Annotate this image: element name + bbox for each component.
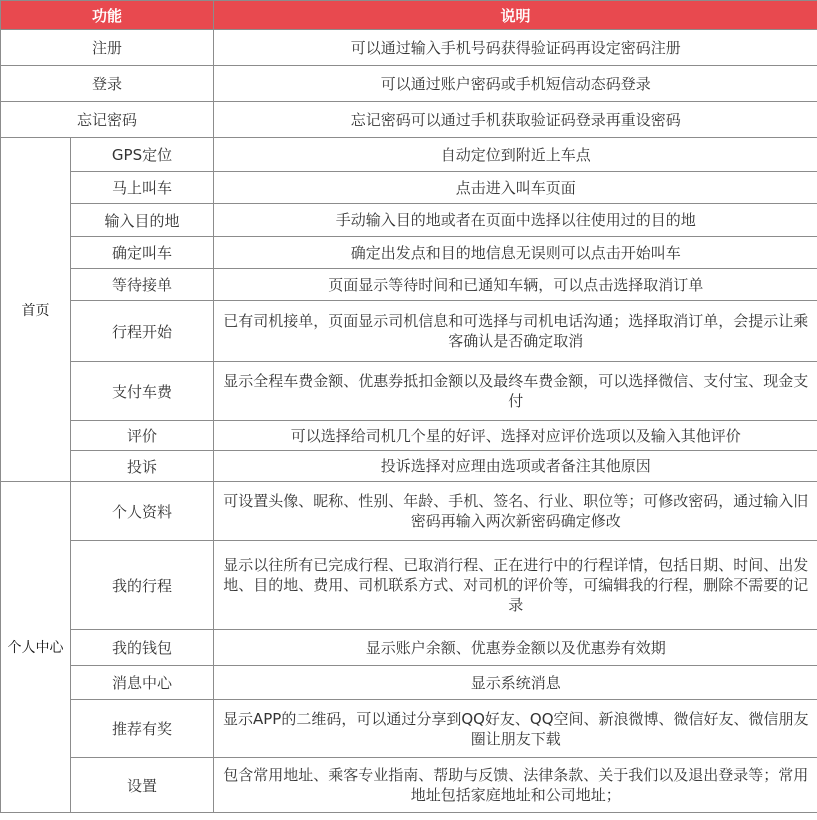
group-label: 个人中心	[1, 482, 71, 813]
function-cell: 登录	[1, 66, 214, 102]
header-row	[1, 1, 817, 30]
function-cell: 行程开始	[71, 301, 214, 362]
function-cell: GPS定位	[71, 138, 214, 172]
table-row	[1, 138, 817, 172]
table-row	[1, 541, 817, 630]
table-row	[1, 630, 817, 666]
function-cell: 等待接单	[71, 269, 214, 301]
description-cell: 包含常用地址、乘客专业指南、帮助与反馈、法律条款、关于我们以及退出登录等；常用地址包括家庭地址和公司地址；	[214, 758, 817, 813]
description-cell: 已有司机接单，页面显示司机信息和可选择与司机电话沟通；选择取消订单，会提示让乘客确认是否确定取消	[214, 301, 817, 362]
description-cell: 可设置头像、昵称、性别、年龄、手机、签名、行业、职位等；可修改密码，通过输入旧密码再输入两次新密码确定修改	[214, 482, 817, 541]
table-row	[1, 237, 817, 269]
description-cell: 可以通过输入手机号码获得验证码再设定密码注册	[214, 30, 817, 66]
description-cell: 显示APP的二维码，可以通过分享到QQ好友、QQ空间、新浪微博、微信好友、微信朋友圈让朋友下载	[214, 700, 817, 758]
description-cell: 可以选择给司机几个星的好评、选择对应评价选项以及输入其他评价	[214, 421, 817, 451]
description-cell: 忘记密码可以通过手机获取验证码登录再重设密码	[214, 102, 817, 138]
table-row	[1, 66, 817, 102]
function-cell: 设置	[71, 758, 214, 813]
description-cell: 显示以往所有已完成行程、已取消行程、正在进行中的行程详情，包括日期、时间、出发地、目的地、费用、司机联系方式、对司机的评价等，可编辑我的行程，删除不需要的记录	[214, 541, 817, 630]
table-row	[1, 700, 817, 758]
description-cell: 可以通过账户密码或手机短信动态码登录	[214, 66, 817, 102]
header-function: 功能	[1, 1, 214, 30]
description-cell: 点击进入叫车页面	[214, 172, 817, 204]
function-cell: 忘记密码	[1, 102, 214, 138]
table-row	[1, 666, 817, 700]
header-description: 说明	[214, 1, 817, 30]
function-cell: 投诉	[71, 451, 214, 482]
description-cell: 页面显示等待时间和已通知车辆，可以点击选择取消订单	[214, 269, 817, 301]
description-cell: 手动输入目的地或者在页面中选择以往使用过的目的地	[214, 204, 817, 237]
table-row	[1, 362, 817, 421]
description-cell: 显示系统消息	[214, 666, 817, 700]
function-cell: 评价	[71, 421, 214, 451]
function-cell: 消息中心	[71, 666, 214, 700]
description-cell: 确定出发点和目的地信息无误则可以点击开始叫车	[214, 237, 817, 269]
table-row	[1, 451, 817, 482]
description-cell: 显示账户余额、优惠券金额以及优惠券有效期	[214, 630, 817, 666]
table-row	[1, 421, 817, 451]
description-cell: 投诉选择对应理由选项或者备注其他原因	[214, 451, 817, 482]
table-row	[1, 301, 817, 362]
function-cell: 支付车费	[71, 362, 214, 421]
table-row	[1, 30, 817, 66]
table-row	[1, 758, 817, 813]
function-cell: 我的钱包	[71, 630, 214, 666]
table-row	[1, 204, 817, 237]
group-label: 首页	[1, 138, 71, 482]
function-cell: 我的行程	[71, 541, 214, 630]
function-cell: 推荐有奖	[71, 700, 214, 758]
table-row	[1, 172, 817, 204]
table-row	[1, 269, 817, 301]
description-cell: 显示全程车费金额、优惠券抵扣金额以及最终车费金额，可以选择微信、支付宝、现金支付	[214, 362, 817, 421]
table-row	[1, 482, 817, 541]
function-cell: 马上叫车	[71, 172, 214, 204]
description-cell: 自动定位到附近上车点	[214, 138, 817, 172]
function-cell: 注册	[1, 30, 214, 66]
function-cell: 个人资料	[71, 482, 214, 541]
function-cell: 输入目的地	[71, 204, 214, 237]
table-row	[1, 102, 817, 138]
function-cell: 确定叫车	[71, 237, 214, 269]
